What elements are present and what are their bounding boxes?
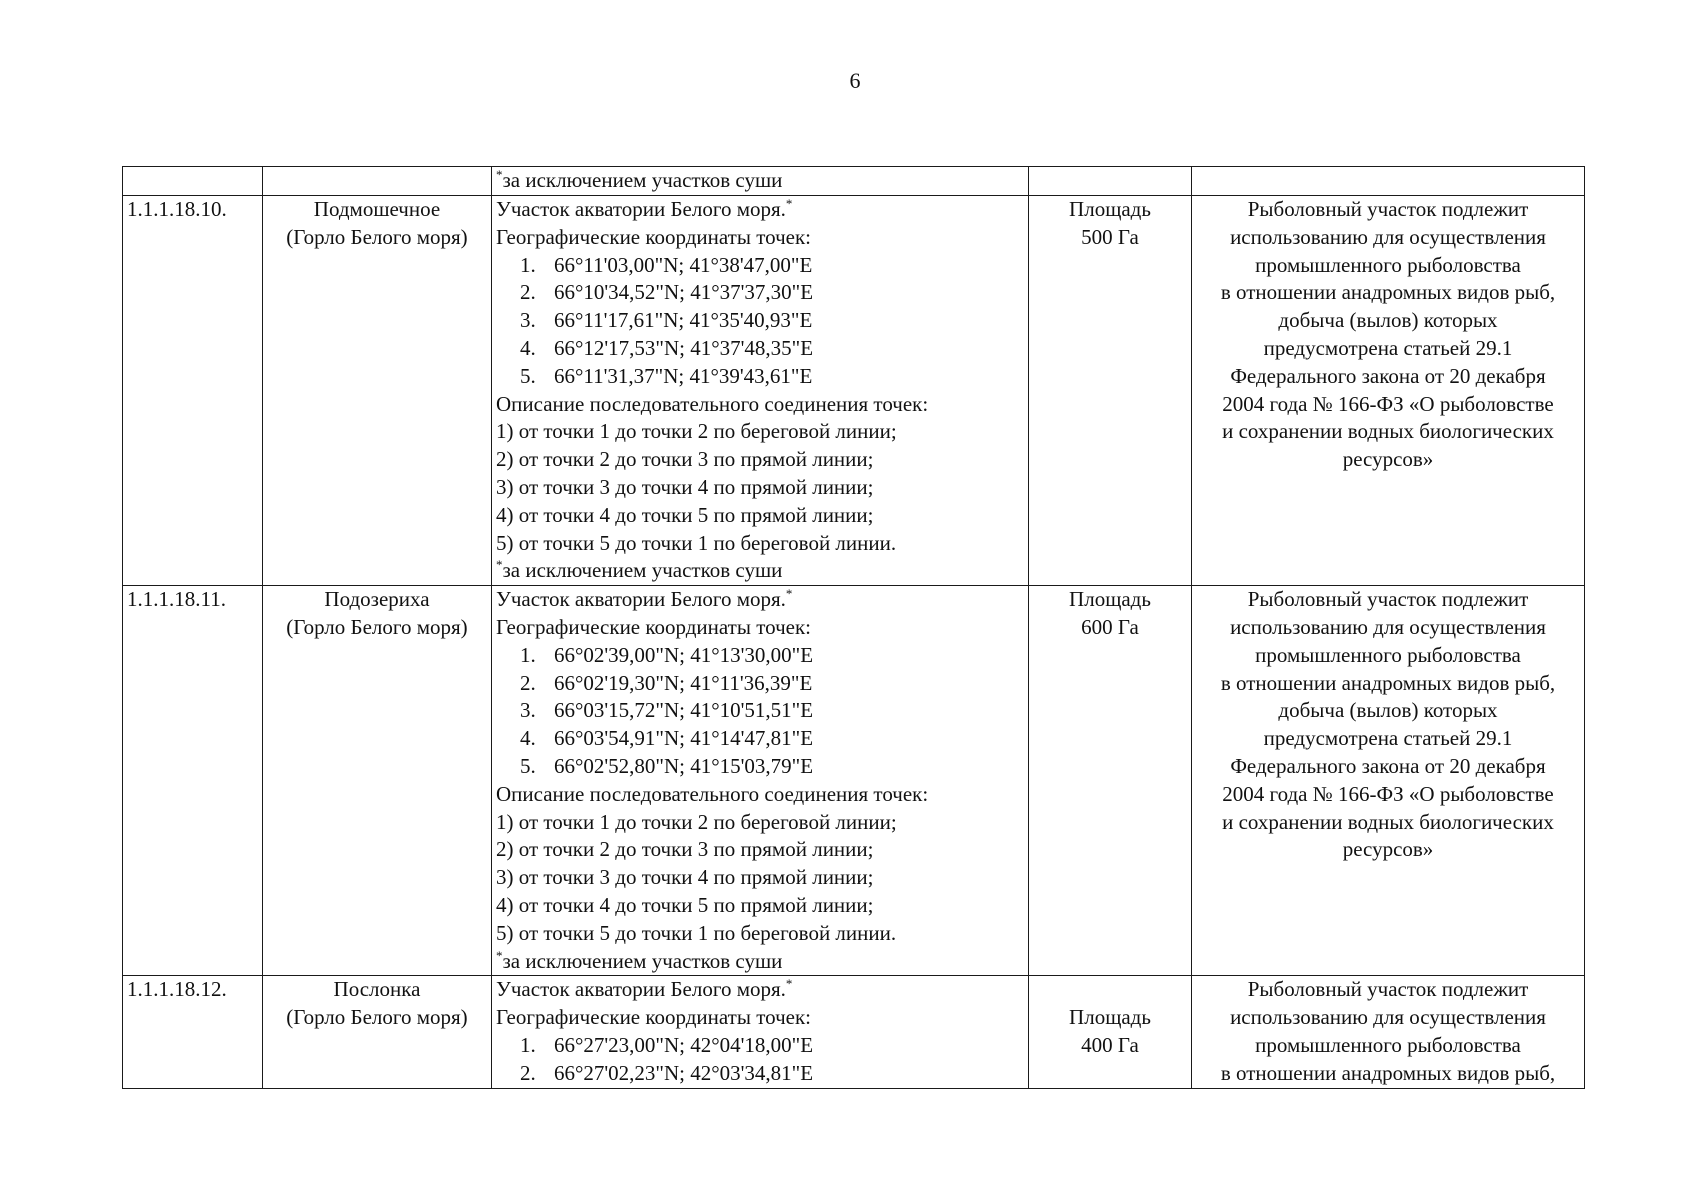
point-coord: 66°10'34,52"N; 41°37'37,30"E: [554, 280, 814, 305]
title-text: Участок акватории Белого моря.: [496, 197, 786, 221]
entry-note: [1192, 586, 1585, 976]
entry-area: [1029, 976, 1192, 1088]
point-coord: 66°02'52,80"N; 41°15'03,79"E: [554, 753, 814, 778]
point-coord: 66°02'39,00"N; 41°13'30,00"E: [554, 642, 814, 667]
note-line: и сохранении водных биологических: [1222, 419, 1554, 444]
point-number: 5.: [520, 363, 536, 388]
point-number: 4.: [520, 726, 536, 751]
area-label: Площадь: [1069, 197, 1151, 221]
note-line: промышленного рыболовства: [1255, 252, 1521, 277]
note-line: предусмотрена статьей 29.1: [1263, 335, 1513, 360]
connection-line: 5) от точки 5 до точки 1 по береговой линии.: [496, 920, 897, 945]
coord-point: [496, 642, 1024, 670]
asterisk-mark: *: [785, 196, 793, 211]
entry-name: Подозериха: [324, 587, 430, 612]
note-line: использованию для осуществления: [1230, 1005, 1546, 1030]
coord-point: [496, 307, 1024, 335]
entry-note: [1192, 976, 1585, 1088]
entry-description: [492, 196, 1029, 586]
coords-header: Географические координаты точек:: [496, 1005, 811, 1030]
connection-header: Описание последовательного соединения точек:: [496, 391, 929, 416]
point-coord: 66°03'54,91"N; 41°14'47,81"E: [554, 726, 814, 751]
note-line: в отношении анадромных видов рыб,: [1220, 670, 1556, 695]
table-row: [123, 196, 1585, 586]
note-line: добыча (вылов) которых: [1278, 308, 1498, 333]
point-number: 5.: [520, 753, 536, 778]
description-title: [496, 586, 1024, 614]
coord-point: [496, 1060, 1024, 1088]
title-text: Участок акватории Белого моря.: [496, 977, 786, 1002]
footnote-line: [496, 557, 1024, 585]
asterisk-mark: *: [785, 976, 793, 992]
table-row: [123, 586, 1585, 976]
footnote-line: [496, 948, 1024, 976]
coords-header: Географические координаты точек:: [496, 224, 811, 249]
note-line: предусмотрена статьей 29.1: [1263, 726, 1513, 751]
entry-description: [492, 976, 1029, 1088]
footnote-text: за исключением участков суши: [502, 948, 783, 973]
note-line: 2004 года № 166-ФЗ «О рыболовстве: [1222, 781, 1554, 806]
footnote-line: [496, 167, 1024, 195]
entry-note: [1192, 196, 1585, 586]
description-title: [496, 976, 1024, 1004]
note-line: использованию для осуществления: [1230, 224, 1546, 249]
footnote-text: за исключением участков суши: [502, 168, 783, 192]
point-coord: 66°03'15,72"N; 41°10'51,51"E: [554, 698, 814, 723]
point-number: 1.: [520, 1032, 536, 1057]
asterisk-mark: *: [496, 557, 503, 573]
note-line: промышленного рыболовства: [1255, 642, 1521, 667]
table-row-continuation: [123, 167, 1585, 196]
asterisk-mark: *: [496, 947, 503, 963]
connection-line: 5) от точки 5 до точки 1 по береговой линии.: [496, 530, 897, 555]
table-row: [123, 976, 1585, 1088]
area-label: Площадь: [1069, 1005, 1151, 1030]
area-value: 500 Га: [1081, 224, 1139, 249]
description-cell: [492, 167, 1029, 196]
connection-line: 4) от точки 4 до точки 5 по прямой линии;: [496, 892, 874, 917]
fishing-areas-table: [122, 166, 1585, 1089]
note-line: использованию для осуществления: [1230, 614, 1546, 639]
coord-point: [496, 697, 1024, 725]
entry-region: (Горло Белого моря): [286, 224, 468, 249]
point-coord: 66°02'19,30"N; 41°11'36,39"E: [554, 670, 813, 695]
coord-point: [496, 753, 1024, 781]
entry-area: [1029, 196, 1192, 586]
connection-line: 3) от точки 3 до точки 4 по прямой линии;: [496, 865, 874, 890]
asterisk-mark: *: [496, 167, 503, 182]
note-line: Федерального закона от 20 декабря: [1230, 753, 1546, 778]
connection-line: 1) от точки 1 до точки 2 по береговой линии;: [496, 419, 897, 444]
entry-number: 1.1.1.18.12.: [123, 976, 263, 1088]
coord-point: [496, 725, 1024, 753]
note-line: Рыболовный участок подлежит: [1247, 197, 1529, 221]
point-coord: 66°27'23,00"N; 42°04'18,00"E: [554, 1032, 814, 1057]
connection-header: Описание последовательного соединения точек:: [496, 781, 929, 806]
footnote-text: за исключением участков суши: [502, 558, 783, 583]
entry-number: 1.1.1.18.10.: [123, 196, 263, 586]
note-line: ресурсов»: [1342, 837, 1434, 862]
area-value: 400 Га: [1081, 1033, 1139, 1058]
note-line: 2004 года № 166-ФЗ «О рыболовстве: [1222, 391, 1554, 416]
note-line: Рыболовный участок подлежит: [1247, 977, 1529, 1002]
point-number: 2.: [520, 280, 536, 305]
coord-point: [496, 279, 1024, 307]
entry-region: (Горло Белого моря): [286, 614, 468, 639]
note-line: в отношении анадромных видов рыб,: [1220, 1060, 1556, 1085]
note-line: и сохранении водных биологических: [1222, 809, 1554, 834]
coords-header: Географические координаты точек:: [496, 614, 811, 639]
area-value: 600 Га: [1081, 614, 1139, 639]
point-number: 1.: [520, 252, 536, 277]
asterisk-mark: *: [785, 586, 793, 602]
point-number: 4.: [520, 335, 536, 360]
note-line: Федерального закона от 20 декабря: [1230, 363, 1546, 388]
point-number: 3.: [520, 308, 536, 333]
point-coord: 66°11'31,37"N; 41°39'43,61"E: [554, 363, 813, 388]
entry-name-cell: [263, 976, 492, 1088]
point-coord: 66°12'17,53"N; 41°37'48,35"E: [554, 335, 814, 360]
point-coord: 66°11'17,61"N; 41°35'40,93"E: [554, 308, 813, 333]
connection-line: 1) от точки 1 до точки 2 по береговой линии;: [496, 809, 897, 834]
coord-point: [496, 1032, 1024, 1060]
coord-point: [496, 363, 1024, 391]
description-title: [496, 196, 1024, 224]
point-coord: 66°27'02,23"N; 42°03'34,81"E: [554, 1060, 814, 1085]
entry-region: (Горло Белого моря): [286, 1005, 468, 1030]
entry-name-cell: [263, 586, 492, 976]
connection-line: 3) от точки 3 до точки 4 по прямой линии;: [496, 474, 874, 499]
entry-name: Подмошечное: [313, 197, 441, 221]
entry-number: 1.1.1.18.11.: [123, 586, 263, 976]
note-line: промышленного рыболовства: [1255, 1032, 1521, 1057]
note-line: в отношении анадромных видов рыб,: [1220, 280, 1556, 305]
note-cell: [1192, 167, 1585, 196]
entry-description: [492, 586, 1029, 976]
name-cell: [263, 167, 492, 196]
note-line: добыча (вылов) которых: [1278, 698, 1498, 723]
number-cell: [123, 167, 263, 196]
point-number: 2.: [520, 1060, 536, 1085]
area-label: Площадь: [1069, 587, 1151, 612]
point-number: 3.: [520, 698, 536, 723]
title-text: Участок акватории Белого моря.: [496, 587, 786, 612]
entry-name-cell: [263, 196, 492, 586]
coord-point: [496, 670, 1024, 698]
point-number: 1.: [520, 642, 536, 667]
area-cell: [1029, 167, 1192, 196]
connection-line: 2) от точки 2 до точки 3 по прямой линии;: [496, 447, 874, 472]
coord-point: [496, 335, 1024, 363]
point-number: 2.: [520, 670, 536, 695]
connection-line: 2) от точки 2 до точки 3 по прямой линии;: [496, 837, 874, 862]
coord-point: [496, 252, 1024, 280]
page-number: 6: [849, 68, 861, 93]
note-line: Рыболовный участок подлежит: [1247, 587, 1529, 612]
point-coord: 66°11'03,00"N; 41°38'47,00"E: [554, 252, 813, 277]
entry-area: [1029, 586, 1192, 976]
connection-line: 4) от точки 4 до точки 5 по прямой линии;: [496, 502, 874, 527]
note-line: ресурсов»: [1342, 447, 1434, 472]
entry-name: Послонка: [333, 977, 421, 1002]
